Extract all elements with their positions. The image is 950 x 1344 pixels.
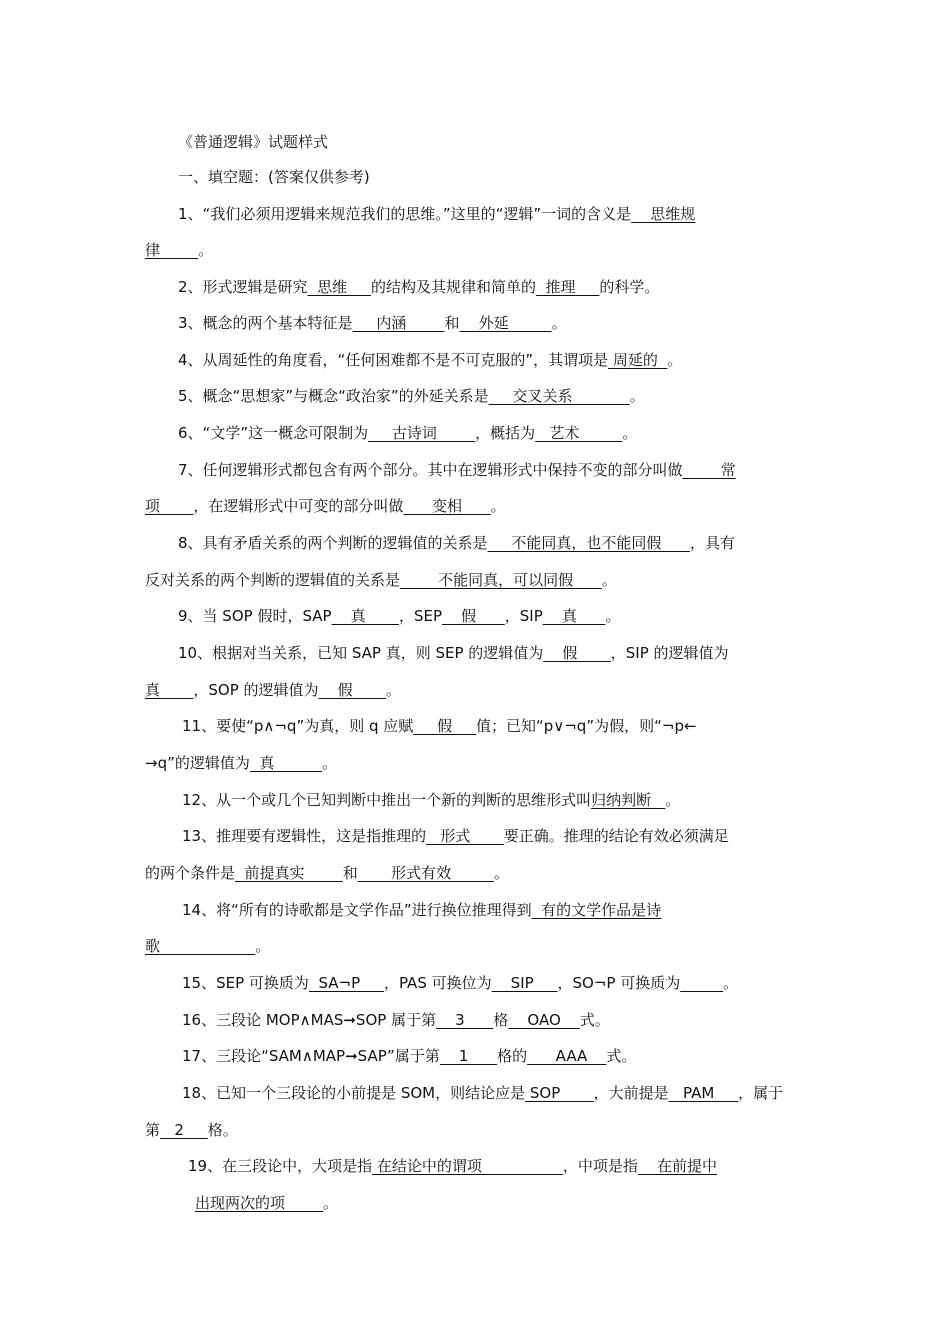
question-19-line2: 出现两次的项 。: [195, 1194, 339, 1212]
answer-blank: 形式有效: [357, 864, 495, 882]
question-12: 12、从一个或几个已知判断中推出一个新的判断的思维形式叫归纳判断 。: [182, 791, 681, 809]
question-17: 17、三段论“SAM∧MAP➞SAP”属于第 1 格的 AAA 式。: [182, 1047, 637, 1065]
question-13-line2: 的两个条件是 前提真实 和 形式有效 。: [145, 864, 510, 882]
answer-blank: [680, 974, 723, 992]
answer-blank: 假: [543, 644, 611, 662]
question-1-line2: 律 。: [145, 241, 214, 259]
answer-blank: 周延的: [608, 351, 668, 369]
answer-blank: 变相: [403, 497, 491, 515]
answer-blank: AAA: [527, 1047, 607, 1065]
answer-blank: 不能同真，也不能同假: [487, 534, 690, 552]
answer-blank: 假: [442, 607, 505, 625]
answer-blank: PAM: [668, 1084, 739, 1102]
question-16: 16、三段论 MOP∧MAS➞SOP 属于第 3 格 OAO 式。: [182, 1011, 610, 1029]
question-4: 4、从周延性的角度看，“任何困难都不是不可克服的”，其谓项是 周延的 。: [178, 351, 683, 369]
question-7-line1: 7、任何逻辑形式都包含有两个部分。其中在逻辑形式中保持不变的部分叫做 常: [178, 461, 736, 479]
answer-blank: 推理: [535, 278, 600, 296]
answer-blank: 思维规: [631, 205, 696, 223]
question-11-line1: 11、要使“p∧¬q”为真，则 q 应赋 假 值；已知“p∨¬q”为假，则“¬p←: [182, 717, 697, 735]
answer-blank: 前提真实: [235, 864, 343, 882]
question-11-line2: →q”的逻辑值为 真 。: [145, 754, 338, 772]
question-8-line1: 8、具有矛盾关系的两个判断的逻辑值的关系是 不能同真，也不能同假 ，具有: [178, 534, 736, 552]
answer-blank: 内涵: [352, 314, 445, 332]
question-19-line1: 19、在三段论中，大项是指 在结论中的谓项 ，中项是指 在前提中: [188, 1157, 718, 1175]
answer-blank: 项: [145, 497, 194, 515]
answer-blank: SIP: [491, 974, 558, 992]
answer-blank: 在结论中的谓项: [372, 1157, 563, 1175]
answer-blank: 真: [249, 754, 323, 772]
answer-blank: 古诗词: [368, 424, 476, 442]
question-18-line2: 第 2 格。: [145, 1121, 238, 1139]
answer-blank: 真: [145, 681, 194, 699]
question-8-line2: 反对关系的两个判断的逻辑值的关系是 不能同真，可以同假 。: [145, 571, 617, 589]
question-9: 9、当 SOP 假时，SAP 真 ，SEP 假 ，SIP 真 。: [178, 607, 621, 625]
question-15: 15、SEP 可换质为 SA¬P ，PAS 可换位为 SIP ，SO¬P 可换质为 。: [182, 974, 739, 992]
answer-blank: 真: [542, 607, 606, 625]
answer-blank: 假: [318, 681, 386, 699]
answer-blank: 有的文学作品是诗: [531, 901, 662, 919]
answer-blank: OAO: [508, 1011, 580, 1029]
answer-blank: SA¬P: [308, 974, 384, 992]
question-10-line1: 10、根据对当关系，已知 SAP 真，则 SEP 的逻辑值为 假 ，SIP 的逻辑值为: [178, 644, 729, 662]
answer-blank: 真: [331, 607, 400, 625]
question-14-line2: 歌 。: [145, 937, 271, 955]
doc-title: 《普通逻辑》试题样式: [178, 133, 329, 151]
answer-blank: 艺术: [535, 424, 623, 442]
answer-blank: 1: [439, 1047, 498, 1065]
question-13-line1: 13、推理要有逻辑性，这是指推理的 形式 要正确。推理的结论有效必须满足: [182, 827, 729, 845]
answer-blank: 2: [160, 1121, 208, 1139]
answer-blank: 交叉关系: [488, 387, 630, 405]
answer-blank: 外延: [459, 314, 552, 332]
answer-blank: 常: [682, 461, 736, 479]
answer-blank: 归纳判断: [591, 791, 666, 809]
question-6: 6、“文学”这一概念可限制为 古诗词 ，概括为 艺术 。: [178, 424, 638, 442]
question-5: 5、概念“思想家”与概念“政治家”的外延关系是 交叉关系 。: [178, 387, 645, 405]
question-14-line1: 14、将“所有的诗歌都是文学作品”进行换位推理得到 有的文学作品是诗: [182, 901, 662, 919]
answer-blank: 思维: [307, 278, 371, 296]
question-7-line2: 项 ，在逻辑形式中可变的部分叫做 变相 。: [145, 497, 506, 515]
answer-blank: 3: [436, 1011, 494, 1029]
question-10-line2: 真 ，SOP 的逻辑值为 假 。: [145, 681, 402, 699]
answer-blank: 不能同真，可以同假: [400, 571, 602, 589]
answer-blank: 假: [413, 717, 476, 735]
answer-blank: 律: [145, 241, 199, 259]
answer-blank: 在前提中: [637, 1157, 718, 1175]
question-3: 3、概念的两个基本特征是 内涵 和 外延 。: [178, 314, 567, 332]
question-2: 2、形式逻辑是研究 思维 的结构及其规律和简单的 推理 的科学。: [178, 278, 660, 296]
question-1-line1: 1、“我们必须用逻辑来规范我们的思维。”这里的“逻辑”一词的含义是 思维规: [178, 205, 696, 223]
answer-blank: 出现两次的项: [195, 1194, 324, 1212]
answer-blank: SOP: [525, 1084, 594, 1102]
answer-blank: 歌: [145, 937, 256, 955]
question-18-line1: 18、已知一个三段论的小前提是 SOM，则结论应是 SOP ，大前提是 PAM ，属于: [182, 1084, 784, 1102]
section-heading: 一、填空题：(答案仅供参考): [178, 168, 370, 186]
answer-blank: 形式: [426, 827, 504, 845]
